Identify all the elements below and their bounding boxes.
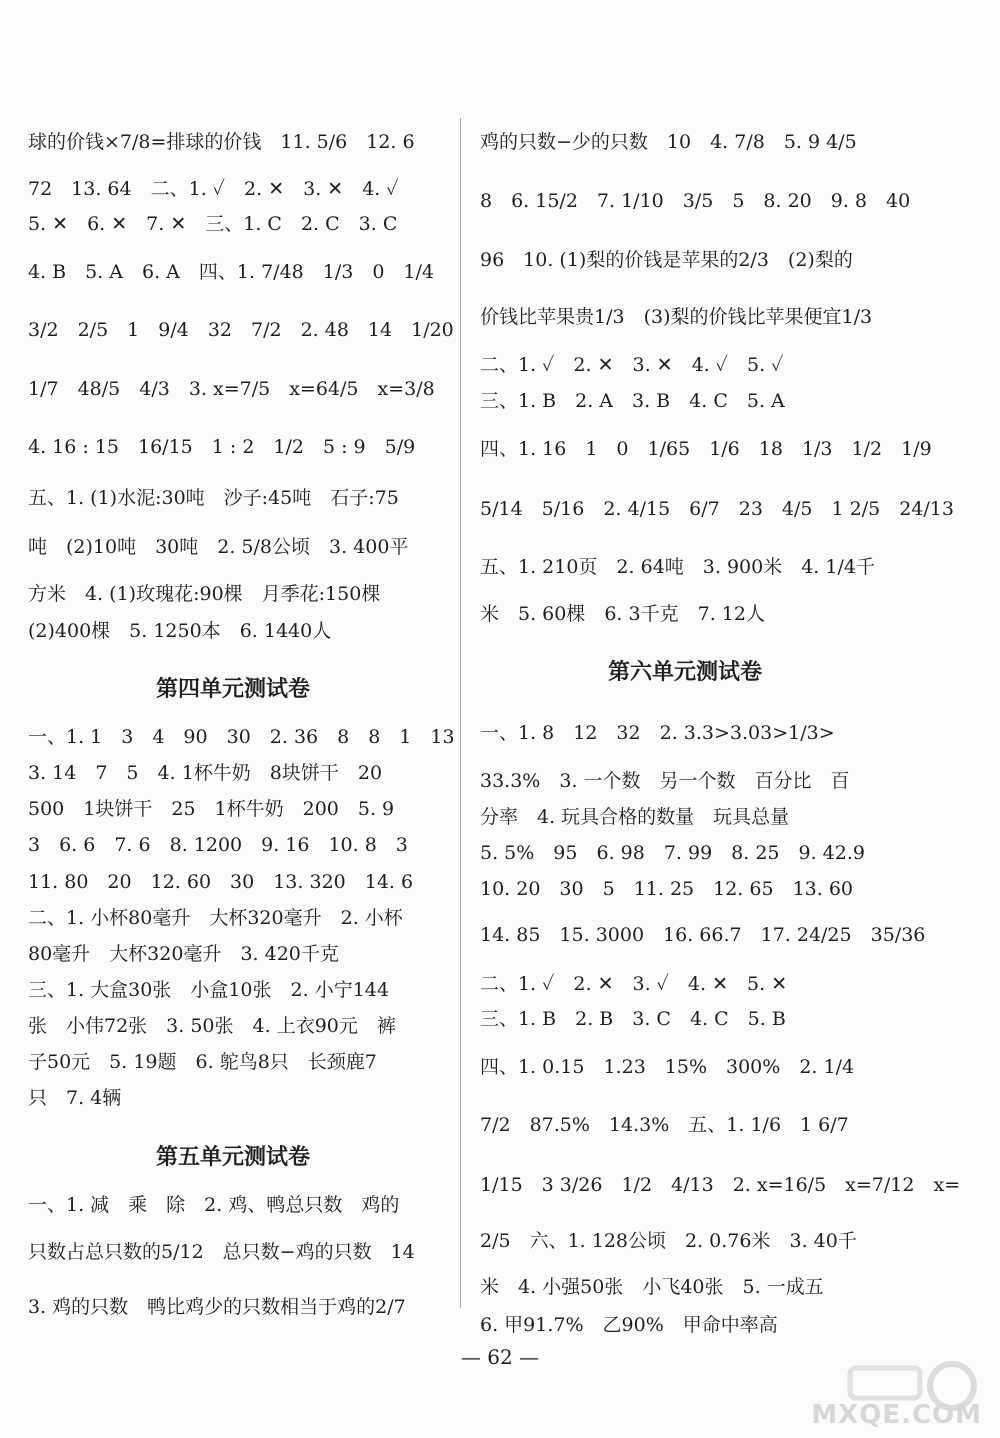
- answer-line: 6. 甲91.7% 乙90% 甲命中率高: [480, 1314, 778, 1336]
- answer-line: 分率 4. 玩具合格的数量 玩具总量: [480, 806, 790, 828]
- answer-line: 72 13. 64 二、1. ✓ 2. ✕ 3. ✕ 4. ✓: [28, 178, 399, 200]
- answer-line: 方米 4. (1)玫瑰花:90棵 月季花:150棵: [28, 583, 381, 605]
- answer-line: 5. ✕ 6. ✕ 7. ✕ 三、1. C 2. C 3. C: [28, 213, 398, 235]
- answer-line: 四、1. 0.15 1.23 15% 300% 2. 1/4: [480, 1056, 855, 1078]
- watermark-text: MXQE.COM: [811, 1400, 982, 1430]
- answer-line: 只 7. 4辆: [28, 1087, 122, 1109]
- section-title: 第五单元测试卷: [155, 1145, 310, 1170]
- section-title: 第六单元测试卷: [607, 660, 762, 685]
- answer-line: (2)400棵 5. 1250本 6. 1440人: [28, 620, 332, 642]
- answer-line: 二、1. ✓ 2. ✕ 3. ✓ 4. ✕ 5. ✕: [480, 973, 788, 995]
- answer-line: 4. B 5. A 6. A 四、1. 7/48 1/3 0 1/4: [28, 261, 434, 283]
- answer-line: 500 1块饼干 25 1杯牛奶 200 5. 9: [28, 798, 395, 820]
- answer-line: 吨 (2)10吨 30吨 2. 5/8公顷 3. 400平: [28, 536, 409, 558]
- answer-line: 米 4. 小强50张 小飞40张 5. 一成五: [480, 1276, 824, 1298]
- answer-line: 96 10. (1)梨的价钱是苹果的2/3 (2)梨的: [480, 249, 853, 271]
- section-title: 第四单元测试卷: [155, 677, 310, 702]
- answer-line: 子50元 5. 19题 6. 鸵鸟8只 长颈鹿7: [28, 1051, 377, 1073]
- answer-line: 10. 20 30 5 11. 25 12. 65 13. 60: [480, 878, 853, 900]
- answer-line: 8 6. 15/2 7. 1/10 3/5 5 8. 20 9. 8 40: [480, 190, 911, 212]
- page-number-text: — 62 —: [460, 1345, 540, 1369]
- answer-line: 80毫升 大杯320毫升 3. 420千克: [28, 943, 339, 965]
- answer-line: 三、1. B 2. A 3. B 4. C 5. A: [480, 390, 785, 412]
- answer-line: 11. 80 20 12. 60 30 13. 320 14. 6: [28, 871, 414, 893]
- answer-line: 3. 鸡的只数 鸭比鸡少的只数相当于鸡的2/7: [28, 1296, 406, 1318]
- answer-line: 二、1. 小杯80毫升 大杯320毫升 2. 小杯: [28, 907, 403, 929]
- answer-line: 四、1. 16 1 0 1/65 1/6 18 1/3 1/2 1/9: [480, 438, 932, 460]
- column-divider: [460, 118, 461, 1308]
- answer-line: 一、1. 8 12 32 2. 3.3>3.03>1/3>: [480, 722, 835, 744]
- answer-line: 33.3% 3. 一个数 另一个数 百分比 百: [480, 770, 850, 792]
- answer-line: 米 5. 60棵 6. 3千克 7. 12人: [480, 603, 765, 625]
- answer-line: 三、1. 大盒30张 小盒10张 2. 小宁144: [28, 979, 389, 1001]
- answer-line: 3 6. 6 7. 6 8. 1200 9. 16 10. 8 3: [28, 834, 408, 856]
- answer-line: 只数占总只数的5/12 总只数−鸡的只数 14: [28, 1241, 415, 1263]
- answer-line: 3. 14 7 5 4. 1杯牛奶 8块饼干 20: [28, 762, 383, 784]
- answer-line: 7/2 87.5% 14.3% 五、1. 1/6 1 6/7: [480, 1114, 849, 1136]
- answer-line: 1/15 3 3/26 1/2 4/13 2. x=16/5 x=7/12 x=: [480, 1174, 961, 1196]
- answer-line: 五、1. 210页 2. 64吨 3. 900米 4. 1/4千: [480, 556, 875, 578]
- answer-line: 球的价钱×7/8=排球的价钱 11. 5/6 12. 6: [28, 131, 415, 153]
- answer-line: 14. 85 15. 3000 16. 66.7 17. 24/25 35/36: [480, 924, 926, 946]
- answer-line: 5. 5% 95 6. 98 7. 99 8. 25 9. 42.9: [480, 842, 865, 864]
- answer-line: 3/2 2/5 1 9/4 32 7/2 2. 48 14 1/20: [28, 319, 454, 341]
- answer-line: 二、1. ✓ 2. ✕ 3. ✕ 4. ✓ 5. ✓: [480, 354, 784, 376]
- answer-line: 张 小伟72张 3. 50张 4. 上衣90元 裤: [28, 1015, 396, 1037]
- answer-line: 鸡的只数−少的只数 10 4. 7/8 5. 9 4/5: [480, 131, 857, 153]
- answer-line: 三、1. B 2. B 3. C 4. C 5. B: [480, 1008, 786, 1030]
- answer-line: 一、1. 减 乘 除 2. 鸡、鸭总只数 鸡的: [28, 1194, 400, 1216]
- answer-line: 5/14 5/16 2. 4/15 6/7 23 4/5 1 2/5 24/13: [480, 498, 954, 520]
- answer-line: 4. 16 : 15 16/15 1 : 2 1/2 5 : 9 5/9: [28, 436, 416, 458]
- answer-line: 2/5 六、1. 128公顷 2. 0.76米 3. 40千: [480, 1230, 857, 1252]
- answer-line: 一、1. 1 3 4 90 30 2. 36 8 8 1 13: [28, 726, 455, 748]
- answer-line: 五、1. (1)水泥:30吨 沙子:45吨 石子:75: [28, 487, 399, 509]
- answer-line: 1/7 48/5 4/3 3. x=7/5 x=64/5 x=3/8: [28, 378, 435, 400]
- answer-line: 价钱比苹果贵1/3 (3)梨的价钱比苹果便宜1/3: [480, 306, 873, 328]
